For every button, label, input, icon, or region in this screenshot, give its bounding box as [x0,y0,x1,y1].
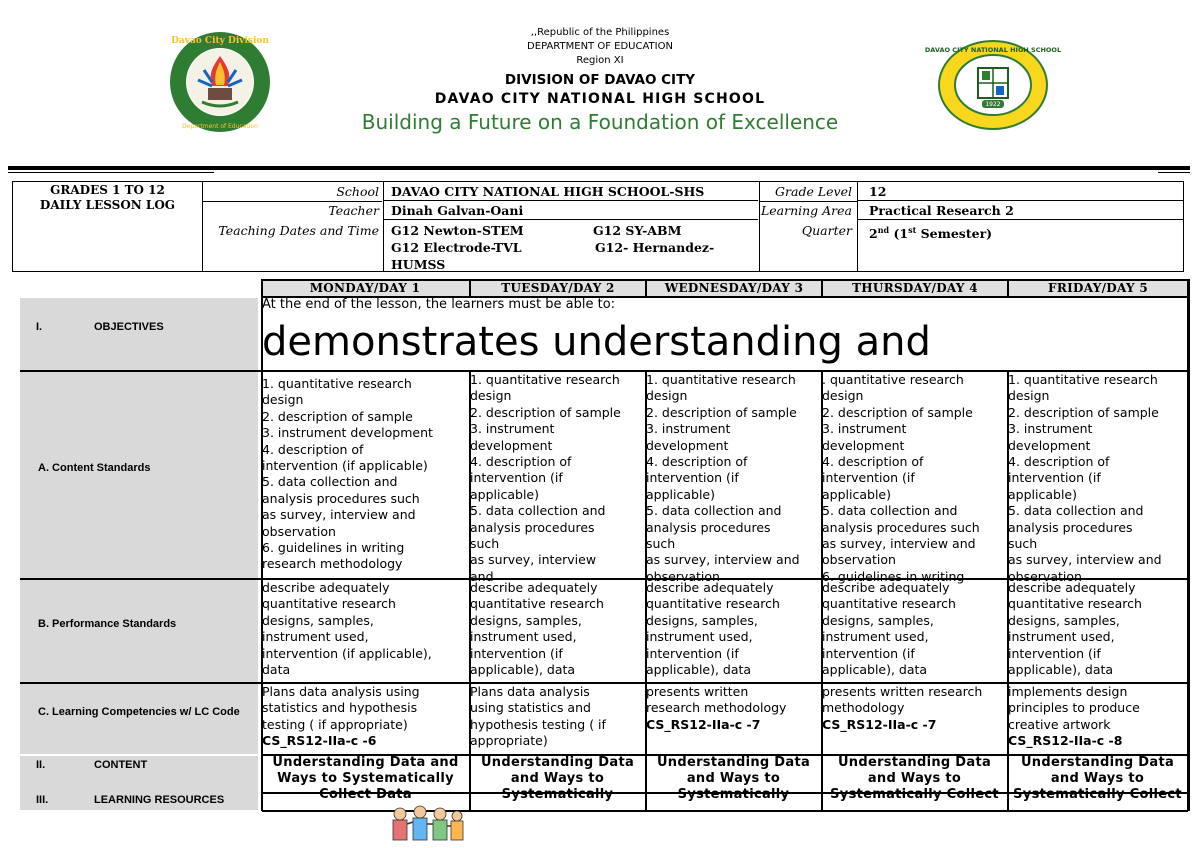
objectives-number: I. [36,321,43,333]
content-standards-monday [262,376,468,578]
content-line: Understanding Data [480,755,635,770]
performance-standard-line: quantitative research [262,596,396,612]
content-standard-line: 6. guidelines in writing [262,540,405,556]
competency-code: CS_RS12-IIa-c -8 [1008,733,1123,749]
content-standard-line: development [646,437,729,453]
competency-code: CS_RS12-IIa-c -7 [646,716,761,732]
content-standard-line: observation [822,552,896,568]
section-1: G12 Newton-STEM [391,223,524,238]
divider [383,182,384,271]
performance-standard-line: describe adequately [646,580,774,595]
performance-standard-line: describe adequately [470,580,598,595]
content-standard-line: 3. instrument [470,421,555,437]
section-3: G12 Electrode-TVL [391,240,522,255]
competency-line: hypothesis testing ( if [470,716,606,732]
content-standard-line: such [470,536,500,552]
performance-standard-line: quantitative research [1008,596,1142,612]
school-motto: Building a Future on a Foundation of Excellence [361,110,839,134]
content-standard-line: applicable) [822,486,891,502]
content-line: Ways to Systematically [277,771,454,786]
grid-line [1187,279,1190,811]
content-standard-line: as survey, interview and [262,507,416,523]
learning-area-value: Practical Research 2 [869,203,1014,218]
content-standard-line: intervention (if [822,470,915,486]
content-standard-line: as survey, interview and [646,552,800,568]
seal-right-year: 1922 [985,101,1001,108]
competencies-label-bg [20,684,258,754]
competency-line: using statistics and [470,700,591,716]
content-standard-line: and [470,568,494,584]
performance-standard-line: intervention (if [822,645,915,661]
content-line: Collect Data [319,787,412,802]
performance-standard-line: instrument used, [646,629,753,645]
learning-resources-text: LEARNING RESOURCES [94,794,225,806]
content-standard-line: development [1008,437,1091,453]
competency-code: CS_RS12-IIa-c -7 [822,716,937,732]
content-standard-line: . quantitative research [822,372,964,387]
competency-line: research methodology [646,700,787,716]
grade-level-value: 12 [869,184,887,199]
competency-friday [1008,684,1187,754]
competency-code: CS_RS12-IIa-c -6 [262,733,377,749]
performance-standard-line: instrument used, [262,629,369,645]
performance-standards-label-bg [20,580,258,682]
competency-line: testing ( if appropriate) [262,716,408,732]
content-line: and Ways to [686,771,781,786]
performance-standard-line: quantitative research [646,596,780,612]
day-header-wednesday: WEDNESDAY/DAY 3 [664,281,804,295]
competency-line: appropriate) [470,733,548,749]
content-standard-line: 4. description of [646,454,748,470]
content-standard-line: as survey, interview and [822,536,976,552]
content-standard-line: observation [646,568,720,584]
content-standard-line: design [470,388,512,404]
objectives-label [36,321,164,333]
performance-standard-line: applicable), data [822,662,928,678]
content-standard-line: design [1008,388,1050,404]
competency-line: creative artwork [1008,716,1111,732]
performance-standards-label: B. Performance Standards [38,618,177,630]
content-standard-line: design [262,392,304,408]
performance-standards-friday [1008,580,1187,682]
content-standard-line: applicable) [646,486,715,502]
content-friday [1008,755,1187,802]
school-label: School [336,184,379,199]
content-standard-line: analysis procedures [470,519,595,535]
content-standard-line: 4. description of [822,454,924,470]
school-name: DAVAO CITY NATIONAL HIGH SCHOOL [434,91,766,107]
quarter-label: Quarter [801,223,852,238]
seal-right-text: DAVAO CITY NATIONAL HIGH SCHOOL [924,46,1062,54]
performance-standard-line: designs, samples, [262,612,374,628]
content-standard-line: development [822,437,905,453]
grade-level-label: Grade Level [775,184,852,199]
performance-standard-line: designs, samples, [646,612,758,628]
content-standard-line: such [1008,536,1038,552]
content-number: II. [36,759,46,771]
content-standard-line: applicable) [470,486,539,502]
performance-standard-line: intervention (if [1008,645,1101,661]
content-wednesday [646,755,821,802]
grid-line [645,279,647,297]
performance-standards-wednesday [646,580,821,682]
performance-standard-line: applicable), data [646,662,752,678]
header-rule-thin-left [8,172,214,173]
competency-line: presents written research [822,684,983,699]
people-clipart-image [386,804,468,848]
content-tuesday [470,755,645,802]
performance-standard-line: intervention (if applicable), [262,645,432,661]
lesson-log-info-table [12,181,1184,272]
content-standard-line: as survey, interview [470,552,597,568]
republic-line: ,,Republic of the Philippines [530,27,670,38]
content-standards-thursday [822,372,1007,584]
performance-standard-line: describe adequately [822,580,950,595]
grid-line [469,279,471,297]
content-standard-line: analysis procedures such [822,519,980,535]
divider [857,182,858,271]
content-standard-line: 2. description of sample [470,404,621,420]
grid-line [1007,279,1009,297]
content-standard-line: analysis procedures [646,519,771,535]
division-line: DIVISION OF DAVAO CITY [504,72,696,88]
content-standards-friday [1008,372,1187,584]
content-standard-line: applicable) [1008,486,1077,502]
competencies-label: C. Learning Competencies w/ LC Code [38,706,240,718]
region-line: Region XI [576,55,624,66]
content-monday [262,755,469,802]
content-standard-line: such [646,536,676,552]
content-standard-line: 2. description of sample [646,404,797,420]
school-seal-logo [924,40,1062,130]
content-standard-line: 5. data collection and [646,503,782,519]
content-line: Systematically Collect [1013,787,1182,802]
content-line: Understanding Data [1020,755,1175,770]
content-line: Understanding Data and [272,755,459,770]
content-line: Understanding Data [837,755,992,770]
content-line: and Ways to [510,771,605,786]
performance-standards-monday [262,580,468,682]
grades-label: GRADES 1 TO 12 [50,183,165,197]
content-line: Understanding Data [656,755,811,770]
header-rule [8,166,1190,170]
objectives-label-bg [20,298,258,370]
objectives-statement: demonstrates understanding and [262,319,931,365]
content-standard-line: 5. data collection and [262,474,398,490]
content-thursday [822,755,1007,802]
objectives-text: OBJECTIVES [94,321,164,333]
content-standard-line: 5. data collection and [1008,503,1144,519]
content-standard-line: 4. description of [1008,454,1110,470]
content-standard-line: analysis procedures [1008,519,1133,535]
teacher-value: Dinah Galvan-Oani [391,203,524,218]
competency-line: Plans data analysis [470,684,590,699]
content-standard-line: 4. description of [262,441,364,457]
competency-line: Plans data analysis using [262,684,420,699]
teaching-dates-label: Teaching Dates and Time [218,223,379,238]
content-standard-line: 6. guidelines in writing [822,568,965,584]
learning-resources-label [36,794,224,806]
content-standard-line: 1. quantitative research [1008,372,1158,387]
content-standard-line: 5. data collection and [470,503,606,519]
performance-standard-line: applicable), data [1008,662,1114,678]
performance-standard-line: quantitative research [822,596,956,612]
competency-line: implements design [1008,684,1128,699]
performance-standard-line: describe adequately [262,580,390,595]
department-line: DEPARTMENT OF EDUCATION [527,41,673,52]
content-standard-line: intervention (if [646,470,739,486]
header-rule-thin-right [1158,172,1190,173]
content-standards-wednesday [646,372,821,584]
content-text: CONTENT [94,759,148,771]
content-standard-line: 2. description of sample [1008,404,1159,420]
content-standard-line: observation [1008,568,1082,584]
daily-lesson-log-label: DAILY LESSON LOG [39,198,176,212]
content-standard-line: 1. quantitative research [470,372,620,387]
day-header-tuesday: TUESDAY/DAY 2 [501,281,615,295]
content-standard-line: development [470,437,553,453]
seal-left-bottom-text: Department of Education [182,123,258,130]
learning-area-label: Learning Area [760,203,852,218]
performance-standards-thursday [822,580,1007,682]
seal-left-text: Davao City Division [171,36,269,46]
content-standard-line: intervention (if applicable) [262,458,428,474]
content-label [36,759,147,771]
section-4-cont: HUMSS [391,257,446,272]
competency-line: presents written [646,684,749,699]
content-standard-line: 5. data collection and [822,503,958,519]
performance-standard-line: instrument used, [470,629,577,645]
content-standard-line: 3. instrument [1008,421,1093,437]
performance-standard-line: instrument used, [822,629,929,645]
content-standard-line: design [646,388,688,404]
performance-standard-line: applicable), data [470,662,576,678]
grid-line [262,279,1188,281]
performance-standard-line: intervention (if [646,645,739,661]
performance-standard-line: designs, samples, [1008,612,1120,628]
divider [857,200,1183,201]
performance-standard-line: intervention (if [470,645,563,661]
content-standard-line: 2. description of sample [262,408,413,424]
content-line: and Ways to [867,771,962,786]
day-header-friday: FRIDAY/DAY 5 [1048,281,1148,295]
content-standards-label: A. Content Standards [38,462,151,474]
section-4: G12- Hernandez- [595,240,715,255]
content-standard-line: 1. quantitative research [262,376,412,391]
quarter-value: 2nd (1st Semester) [869,225,993,242]
school-value: DAVAO CITY NATIONAL HIGH SCHOOL-SHS [391,184,705,199]
content-standard-line: 4. description of [470,454,572,470]
content-standard-line: 3. instrument [646,421,731,437]
content-line: and Ways to [1050,771,1145,786]
content-line: Systematically Collect [830,787,999,802]
competency-line: principles to produce [1008,700,1140,716]
performance-standard-line: data [262,662,291,678]
grid-line [821,279,823,297]
content-standard-line: intervention (if [1008,470,1101,486]
content-standard-line: 1. quantitative research [646,372,796,387]
divider [857,219,1183,220]
divider [383,219,758,220]
competency-tuesday [470,684,645,754]
content-line: Systematically [501,787,614,802]
letterhead [300,26,900,135]
competency-wednesday [646,684,821,754]
day-header-thursday: THURSDAY/DAY 4 [852,281,978,295]
content-standard-line: 2. description of sample [822,404,973,420]
content-standard-line: as survey, interview and [1008,552,1162,568]
performance-standard-line: describe adequately [1008,580,1136,595]
content-standard-line: analysis procedures such [262,490,420,506]
content-standard-line: research methodology [262,556,403,572]
learning-resources-number: III. [36,794,49,806]
content-standards-label-bg [20,372,258,578]
section-2: G12 SY-ABM [593,223,682,238]
competency-monday [262,684,468,754]
division-seal-logo [168,30,272,134]
content-standard-line: 3. instrument development [262,425,433,441]
performance-standard-line: designs, samples, [822,612,934,628]
divider [383,200,758,201]
content-standard-line: intervention (if [470,470,563,486]
performance-standard-line: quantitative research [470,596,604,612]
day-header-monday: MONDAY/DAY 1 [309,281,421,295]
content-standard-line: observation [262,523,336,539]
competency-thursday [822,684,1007,754]
competency-line: methodology [822,700,905,716]
performance-standard-line: instrument used, [1008,629,1115,645]
teacher-label: Teacher [328,203,379,218]
performance-standards-tuesday [470,580,645,682]
content-standard-line: 3. instrument [822,421,907,437]
performance-standard-line: designs, samples, [470,612,582,628]
content-standards-tuesday [470,372,645,584]
objectives-intro: At the end of the lesson, the learners must be able to: [262,297,616,312]
content-standard-line: design [822,388,864,404]
competency-line: statistics and hypothesis [262,700,418,716]
content-line: Systematically [677,787,790,802]
